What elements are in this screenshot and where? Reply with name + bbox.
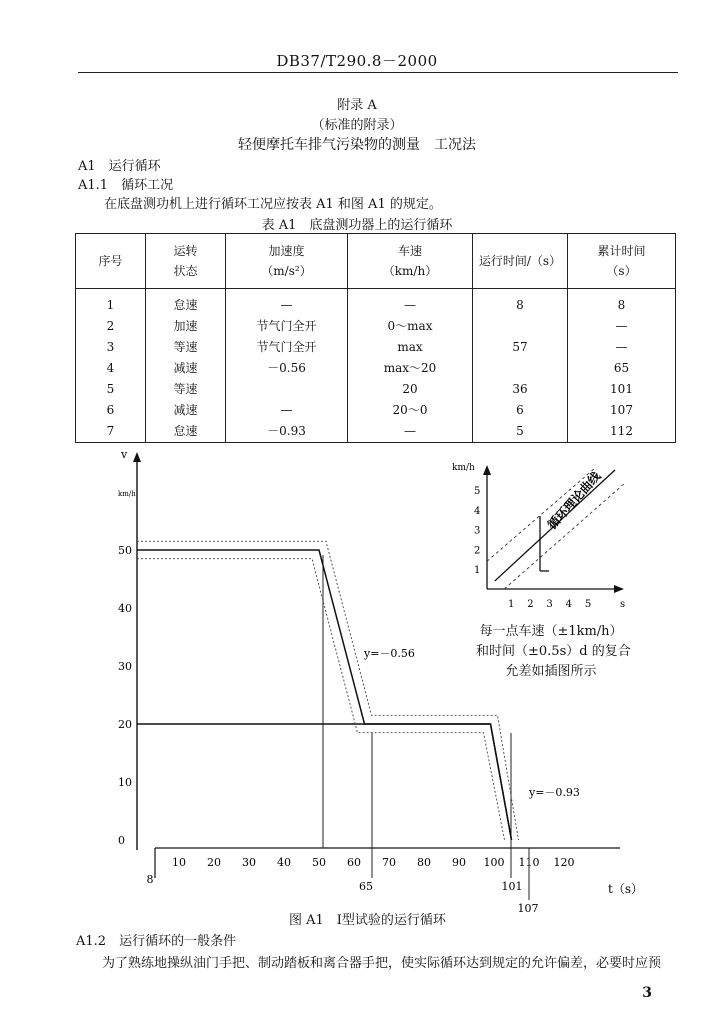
y-axis-arrow xyxy=(133,452,141,462)
page-number: 3 xyxy=(642,985,652,1001)
inset-upper-band xyxy=(487,468,595,561)
x-tick-label: 60 xyxy=(347,856,361,869)
x-tick-label: 10 xyxy=(172,856,186,869)
cell: 1 xyxy=(76,289,146,317)
cell: 节气门全开 xyxy=(226,337,348,358)
cell: 36 xyxy=(473,379,568,400)
col-header-runtime: 运行时间/（s） xyxy=(473,234,568,289)
cell: — xyxy=(568,316,676,337)
inset-y-tick-label: 5 xyxy=(474,486,481,497)
cell: max xyxy=(348,337,473,358)
appendix-heading: 轻便摩托车排气污染物的测量 工况法 xyxy=(238,137,476,153)
section-a1: A1 运行循环 xyxy=(78,159,161,174)
inset-x-axis-arrow xyxy=(614,585,624,593)
section-a1-1: A1.1 循环工况 xyxy=(78,178,174,193)
x-marker-label: 101 xyxy=(501,880,523,893)
cell: 8 xyxy=(568,289,676,317)
col-header-cumtime: 累计时间 （s） xyxy=(568,234,676,289)
x-marker-label: 65 xyxy=(359,880,373,893)
slope-annotation: y=－0.56 xyxy=(364,647,415,660)
x-tick-label: 20 xyxy=(207,856,221,869)
inset-y-tick-label: 1 xyxy=(474,565,481,577)
cell: 107 xyxy=(568,400,676,421)
cell: 4 xyxy=(76,358,146,379)
y-tick-label: 20 xyxy=(118,718,132,731)
table-caption: 表 A1 底盘测功器上的运行循环 xyxy=(261,218,453,233)
inset-caption xyxy=(476,622,631,682)
x-tick-label: 70 xyxy=(382,856,396,869)
cell: 112 xyxy=(568,421,676,443)
cell: max～20 xyxy=(348,358,473,379)
section-a1-2: A1.2 运行循环的一般条件 xyxy=(76,934,237,949)
cell: 2 xyxy=(76,316,146,337)
x-tick-label: 120 xyxy=(553,856,575,869)
inset-caption-line: 和时间（±0.5s）d 的复合 xyxy=(476,644,631,659)
cell: 3 xyxy=(76,337,146,358)
x-marker-label: 107 xyxy=(517,902,539,915)
cell: 加速 xyxy=(146,316,226,337)
figure-caption: 图 A1 Ⅰ型试验的运行循环 xyxy=(289,913,446,928)
cell: 怠速 xyxy=(146,421,226,443)
col-header-speed: 车速 （km/h） xyxy=(348,234,473,289)
y-tick-label: 50 xyxy=(118,544,132,557)
cell: — xyxy=(226,400,348,421)
inset-x-tick-label: 2 xyxy=(527,599,534,610)
inset-y-tick-label: 3 xyxy=(474,525,481,537)
inset-y-axis-label: km/h xyxy=(452,463,475,473)
y-tick-label: 40 xyxy=(118,602,132,615)
cell: 20 xyxy=(348,379,473,400)
x-tick-label: 110 xyxy=(518,856,540,869)
y-axis-unit: km/h xyxy=(118,490,136,498)
cell: 8 xyxy=(473,289,568,317)
inset-caption-line: 每一点车速（±1km/h） xyxy=(479,624,623,639)
y-tick-label: 30 xyxy=(118,660,132,673)
cell: — xyxy=(226,289,348,317)
inset-caption-line: 允差如插图所示 xyxy=(505,664,597,679)
appendix-title: 附录 A xyxy=(337,98,377,113)
col-header-number: 序号 xyxy=(76,234,146,289)
cell: 怠速 xyxy=(146,289,226,317)
cell: — xyxy=(348,289,473,317)
section-a1-2-text: 为了熟练地操纵油门手把、制动踏板和离合器手把，使实际循环达到规定的允许偏差，必要时应预 xyxy=(102,956,662,971)
cell: －0.56 xyxy=(226,358,348,379)
x-tick-label: 50 xyxy=(312,856,326,869)
inset-x-tick-label: 3 xyxy=(546,599,553,610)
x-tick-label: 90 xyxy=(452,856,466,869)
cell: 等速 xyxy=(146,337,226,358)
inset-x-axis-label: s xyxy=(620,599,626,610)
cell: 5 xyxy=(473,421,568,443)
slope-annotation: y=－0.93 xyxy=(529,786,580,799)
y-axis-label: v xyxy=(121,448,128,461)
inset-x-tick-label: 4 xyxy=(565,599,572,610)
cell: 减速 xyxy=(146,400,226,421)
cell: 节气门全开 xyxy=(226,316,348,337)
x-tick-label: 30 xyxy=(242,856,256,869)
x-axis-label: t（s） xyxy=(608,882,643,896)
cell: 减速 xyxy=(146,358,226,379)
x-tick-label: 40 xyxy=(277,856,291,869)
cell: 65 xyxy=(568,358,676,379)
cell: 7 xyxy=(76,421,146,443)
inset-y-tick-label: 2 xyxy=(474,545,481,557)
cell: 6 xyxy=(76,400,146,421)
document-code: DB37/T290.8－2000 xyxy=(276,52,438,70)
x-tick-label: 100 xyxy=(483,856,505,869)
inset-y-tick-label: 4 xyxy=(474,505,481,517)
inset-x-tick-label: 5 xyxy=(584,599,592,610)
y-tick-label: 10 xyxy=(118,776,132,789)
cell: 20～0 xyxy=(348,400,473,421)
cell: －0.93 xyxy=(226,421,348,443)
cell: 57 xyxy=(473,337,568,358)
x-marker-label: 8 xyxy=(146,873,154,886)
inset-lower-band xyxy=(504,483,625,589)
tolerance-lower-line xyxy=(137,559,505,840)
series-20kmh-line xyxy=(137,724,512,840)
cell: — xyxy=(568,337,676,358)
cell: 0～max xyxy=(348,316,473,337)
col-header-accel: 加速度 （m/s²） xyxy=(226,234,348,289)
x-tick-label: 80 xyxy=(417,856,431,869)
cell: 5 xyxy=(76,379,146,400)
cell: — xyxy=(348,421,473,443)
appendix-subtitle: （标准的附录） xyxy=(311,118,403,133)
cell: 等速 xyxy=(146,379,226,400)
cell: 6 xyxy=(473,400,568,421)
series-max-speed-line xyxy=(137,550,515,840)
y-tick-label: 0 xyxy=(118,834,125,847)
inset-y-axis-arrow xyxy=(483,465,491,475)
inset-band-label: 循环理论曲线 xyxy=(544,469,604,533)
cell: 101 xyxy=(568,379,676,400)
col-header-state: 运转 状态 xyxy=(146,234,226,289)
inset-x-tick-label: 1 xyxy=(508,599,515,610)
section-a1-1-text: 在底盘测功机上进行循环工况应按表 A1 和图 A1 的规定。 xyxy=(104,197,442,212)
